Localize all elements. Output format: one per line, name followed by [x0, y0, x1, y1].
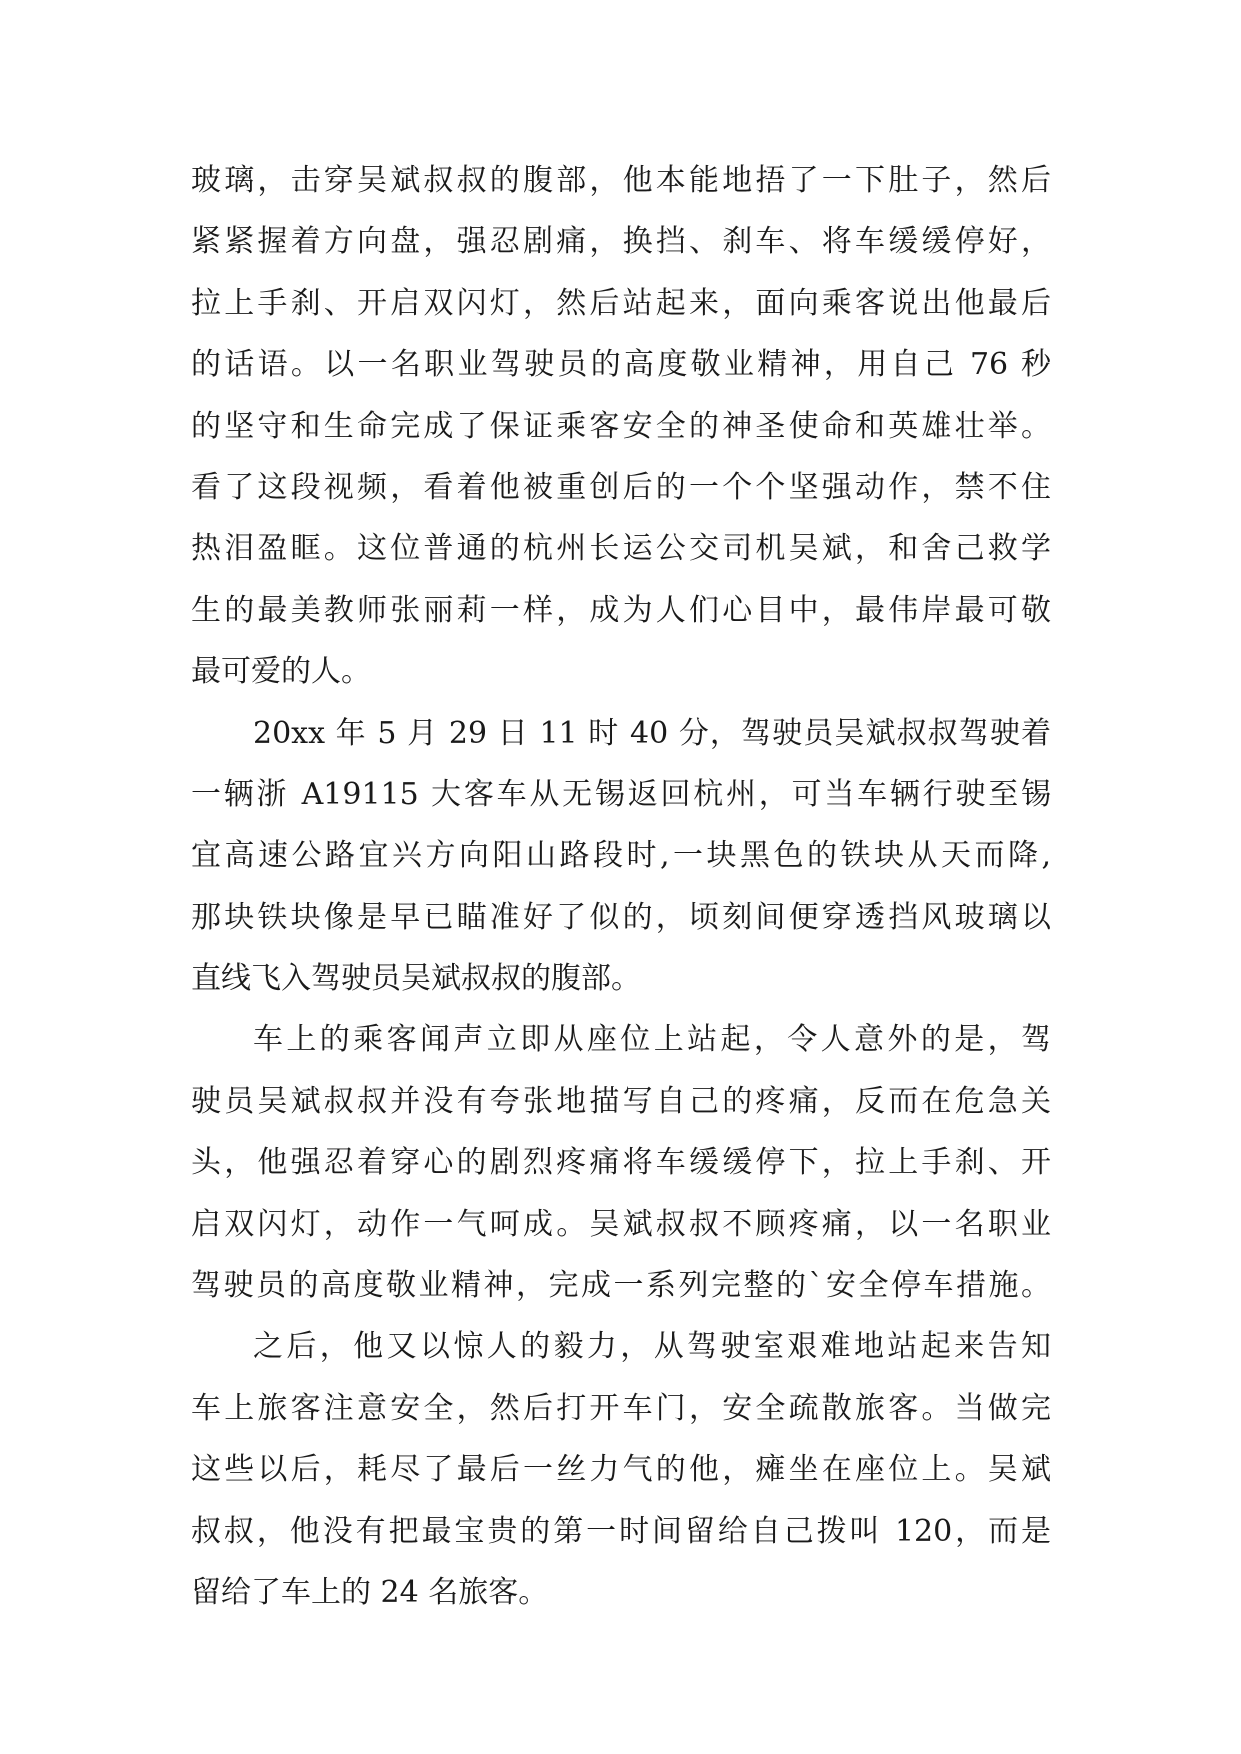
paragraph-first-line: 车上的乘客闻声立即从座位上站起，令人意外的是，驾 — [253, 1022, 1051, 1058]
text-line: 的话语。以一名职业驾驶员的高度敬业精神，用自己 76 秒 — [191, 347, 1051, 383]
text-line: 车上旅客注意安全，然后打开车门，安全疏散旅客。当做完 — [191, 1390, 1051, 1426]
text-line: 最可爱的人。 — [191, 654, 371, 690]
text-line: 留给了车上的 24 名旅客。 — [191, 1574, 549, 1610]
paragraph-first-line: 之后，他又以惊人的毅力，从驾驶室艰难地站起来告知 — [253, 1329, 1051, 1365]
body-text — [191, 150, 1051, 1623]
text-line: 驶员吴斌叔叔并没有夸张地描写自己的疼痛，反而在危急关 — [191, 1083, 1051, 1119]
text-line: 头，他强忍着穿心的剧烈疼痛将车缓缓停下，拉上手刹、开 — [191, 1145, 1051, 1181]
text-line: 驾驶员的高度敬业精神，完成一系列完整的`安全停车措施。 — [191, 1268, 1051, 1304]
text-line: 一辆浙 A19115 大客车从无锡返回杭州，可当车辆行驶至锡 — [191, 776, 1051, 812]
text-line: 启双闪灯，动作一气呵成。吴斌叔叔不顾疼痛，以一名职业 — [191, 1206, 1051, 1242]
text-line: 的坚守和生命完成了保证乘客安全的神圣使命和英雄壮举。 — [191, 408, 1051, 444]
text-line: 直线飞入驾驶员吴斌叔叔的腹部。 — [191, 961, 641, 997]
text-line: 拉上手刹、开启双闪灯，然后站起来，面向乘客说出他最后 — [191, 285, 1051, 321]
text-line: 玻璃，击穿吴斌叔叔的腹部，他本能地捂了一下肚子，然后 — [191, 163, 1051, 198]
paragraph-first-line: 20xx 年 5 月 29 日 11 时 40 分，驾驶员吴斌叔叔驾驶着 — [253, 715, 1051, 751]
text-line: 那块铁块像是早已瞄准好了似的，顷刻间便穿透挡风玻璃以 — [191, 899, 1051, 935]
text-line: 叔叔，他没有把最宝贵的第一时间留给自己拨叫 120，而是 — [191, 1513, 1051, 1549]
text-line: 宜高速公路宜兴方向阳山路段时,一块黑色的铁块从天而降, — [191, 838, 1051, 874]
text-line: 这些以后，耗尽了最后一丝力气的他，瘫坐在座位上。吴斌 — [191, 1452, 1051, 1488]
text-line: 生的最美教师张丽莉一样，成为人们心目中，最伟岸最可敬 — [191, 592, 1051, 628]
text-line: 看了这段视频，看着他被重创后的一个个坚强动作，禁不住 — [191, 469, 1051, 505]
text-line: 紧紧握着方向盘，强忍剧痛，换挡、刹车、将车缓缓停好， — [191, 224, 1051, 260]
text-line: 热泪盈眶。这位普通的杭州长运公交司机吴斌，和舍己救学 — [191, 531, 1051, 567]
